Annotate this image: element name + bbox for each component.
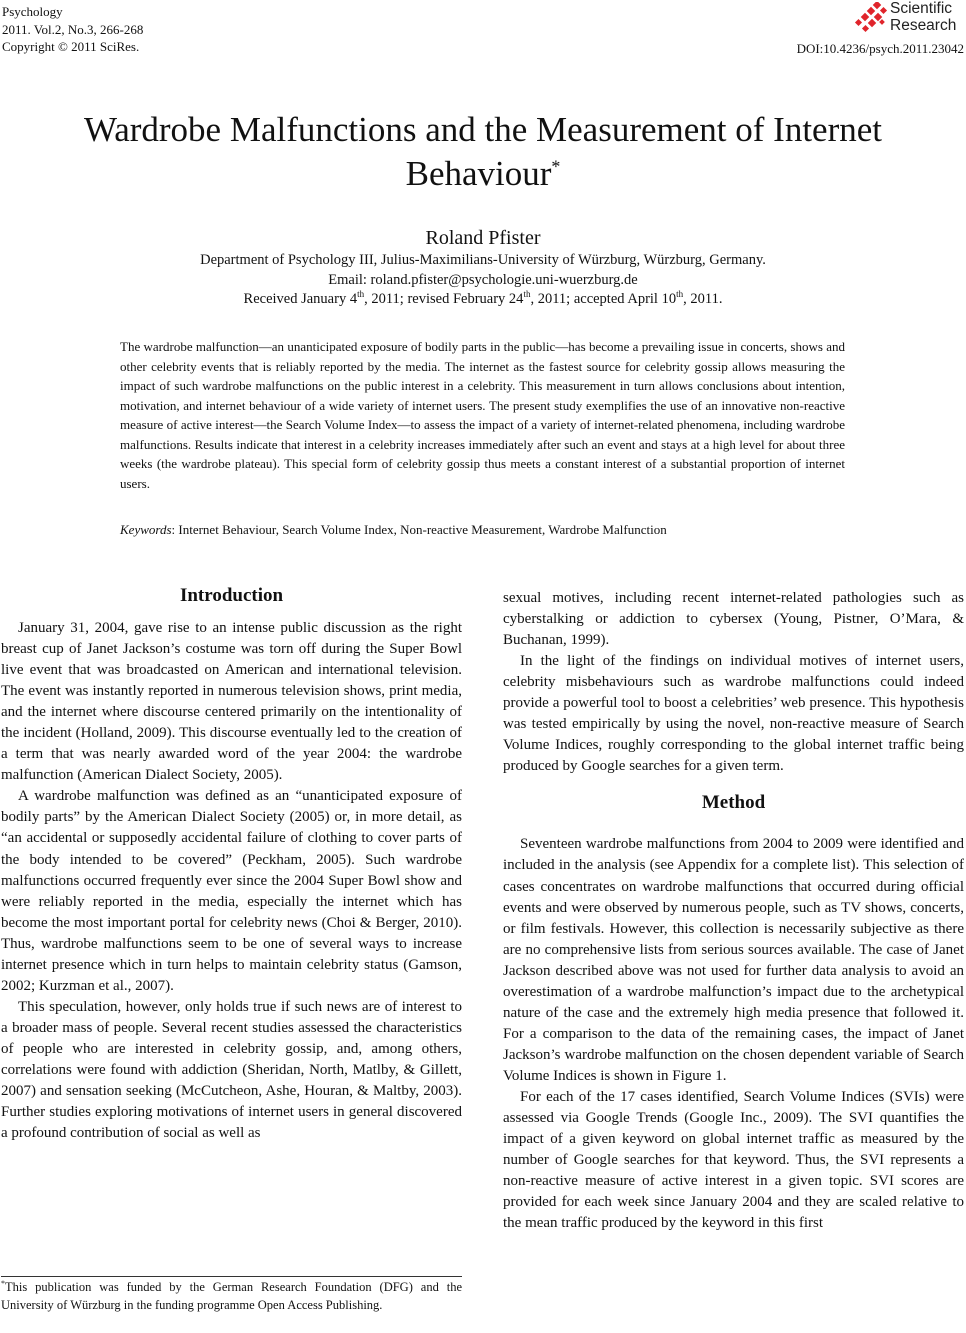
keywords (120, 520, 845, 540)
title-line-1: Wardrobe Malfunctions and the Measurement of Internet (83, 110, 882, 149)
journal-volume: 2011. Vol.2, No.3, 266-268 (2, 21, 144, 37)
logo-text (890, 0, 956, 34)
left-column (1, 580, 462, 1144)
paper-title (40, 108, 926, 196)
affiliation: Department of Psychology III, Julius-Maximilians-University of Würzburg, Würzburg, Germany. (200, 252, 766, 268)
intro-paragraph: In the light of the findings on individual motives of internet users, celebrity misbehaviours such as wardrobe malfunctions could indeed provide a powerful tool to boost a celebrities’ web presence. This hypothesis was tested empirically by using the novel, non-reactive measure of Search Volume Indices, roughly corresponding to the global internet traffic being produced by Google searches for a given term. (503, 653, 964, 775)
method-paragraph: Seventeen wardrobe malfunctions from 2004 to 2009 were identified and included in the analysis (see Appendix for a complete list). This selection of cases concentrates on wardrobe malfunctions that occurred during official events and were observed by numerous people, such as TV shows, concerts, or film festivals. However, this collection is necessarily subjective as there are no comprehensive lists from serious sources available. The case of Janet Jackson described above was not used for further data analysis to avoid an overestimation of a wardrobe malfunction’s impact due to the archetypical nature of the case and the extremely high media presence that followed it. For a comparison to the data of the remaining cases, the impact of Janet Jackson’s wardrobe malfunction on the chosen dependent variable of Search Volume Indices is shown in Figure 1. (503, 836, 964, 1084)
footnote (1, 1279, 462, 1314)
intro-paragraph: This speculation, however, only holds true if such news are of interest to a broader mass of people. Several recent studies assessed the characteristics of people who are interested in celebrity gossip, and, among others, correlations were found with addiction (Sheridan, North, Matlby, & Gillett, 2007) and sensation seeking (McCutcheon, Ashe, Houran, & Maltby, 2003). Further studies exploring motivations of internet users in general discovered a profound contribution of social as well as (1, 998, 462, 1142)
keywords-label: Keywords (120, 522, 172, 537)
footnote-text: This publication was funded by the German Research Foundation (DFG) and the University of Würzburg in the funding programme Open Access Publishing. (1, 1280, 462, 1312)
doi[interactable]: DOI:10.4236/psych.2011.23042 (796, 41, 964, 56)
abstract: The wardrobe malfunction—an unanticipated exposure of bodily parts in the public—has become a prevailing issue in concerts, shows and other celebrity events that is reliably reported by the media. The internet as the fastest source for celebrity gossip allows measuring the impact of such wardrobe malfunctions on the public interest in a celebrity. This measurement in turn allows conclusions about intention, motivation, and internet behaviour of a wide variety of internet users. The present study exemplifies the use of an innovative non-reactive measure of active interest—the Search Volume Index—to assess the impact of a variety of internet-related phenomena, including wardrobe malfunctions. Results indicate that interest in a celebrity increases immediately after such an event and stays at a high level for about three weeks (the wardrobe plateau). This special form of celebrity gossip thus meets a constant interest of a substantial proportion of internet users. (120, 339, 845, 491)
method-paragraph: For each of the 17 cases identified, Search Volume Indices (SVIs) were assessed via Google Trends (Google Inc., 2009). The SVI quantifies the impact of a given keyword on global internet traffic as measured by the number of Google searches for that keyword. Thus, the SVI represents a non-reactive measure of active interest in a given topic. SVI scores are provided for each week since January 2004 and they are scaled relative to the mean traffic produced by the keyword in this first (503, 1088, 964, 1232)
diamond-logo-icon (854, 2, 888, 34)
introduction-heading: Introduction (179, 585, 284, 606)
intro-paragraph: January 31, 2004, gave rise to an intense public discussion as the right breast cup of Janet Jackson’s costume was torn off during the Super Bowl live event that was broadcasted on American and international television. The event was instantly reported in numerous television shows, print media, and the internet where discourse centered primarily on the intentionality of the incident (Holland, 2009). This discourse eventually led to the creation of a term that was nearly awarded word of the year 2004: the wardrobe malfunction (American Dialect Society, 2005). (1, 620, 462, 784)
author-info (0, 251, 966, 310)
journal-copyright: Copyright © 2011 SciRes. (2, 39, 140, 54)
method-heading: Method (701, 792, 766, 814)
keywords-text: : Internet Behaviour, Search Volume Index, Non-reactive Measurement, Wardrobe Malfunction (171, 522, 667, 537)
intro-paragraph: A wardrobe malfunction was defined as an “unanticipated exposure of bodily parts” by the American Dialect Society (2005) or, in more detail, as “an accidental or supposedly accidental failure of clothing to cover parts of the body intended to be covered” (Peckham, 2005). Such wardrobe malfunctions occurred frequently ever since the 2004 Super Bowl show and were reliably reported in the media, especially the internet which has become the most important portal for celebrity news (Choi & Berger, 2010). Thus, wardrobe malfunctions seem to be one of several ways to increase internet presence which in turn helps to maintain celebrity status (Gamson, 2002; Kurzman et al., 2007). (1, 788, 462, 994)
right-column (503, 588, 964, 1234)
journal-name: Psychology (2, 4, 63, 19)
email[interactable]: Email: roland.pfister@psychologie.uni-wuerzburg.de (328, 271, 638, 288)
logo-line-1: Scientific (890, 0, 953, 17)
title-footnote-marker: * (551, 156, 561, 177)
journal-header (2, 3, 143, 56)
intro-continued-paragraph: sexual motives, including recent internet-related pathologies such as cyberstalking or addiction to cybersex (Young, Pistner, O’Mara, & Buchanan, 1999). (503, 590, 964, 649)
title-line-2: Behaviour (405, 154, 552, 193)
logo-line-2: Research (890, 17, 957, 34)
publisher-logo[interactable] (854, 0, 964, 36)
author-name: Roland Pfister (425, 227, 541, 249)
footnote-divider (1, 1276, 462, 1277)
received-dates: Received January 4th, 2011; revised February 24th, 2011; accepted April 10th, 2011. (243, 289, 723, 307)
footnote-marker: * (1, 1278, 5, 1288)
